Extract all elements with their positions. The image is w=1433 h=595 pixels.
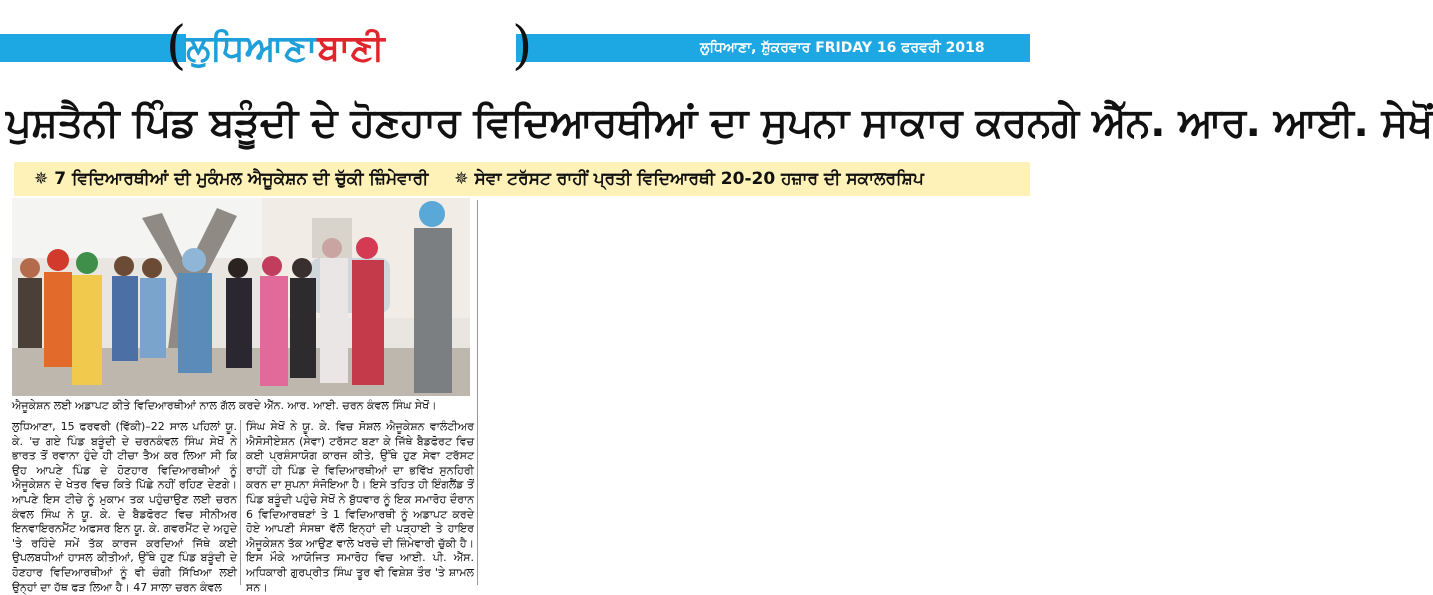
subhead-1: 7 ਵਿਦਿਆਰਥੀਆਂ ਦੀ ਮੁਕੰਮਲ ਐਜੂਕੇਸ਼ਨ ਦੀ ਚੁੱਕੀ ਜ਼ਿੰਮੇਵਾਰੀ <box>54 169 429 189</box>
photo-caption: ਐਜੂਕੇਸ਼ਨ ਲਈ ਅਡਾਪਟ ਕੀਤੇ ਵਿਦਿਆਰਥੀਆਂ ਨਾਲ ਗੱਲ ਕਰਦੇ ਐੱਨ. ਆਰ. ਆਈ. ਚਰਨ ਕੰਵਲ ਸਿੰਘ ਸੇਖੋਂ। <box>12 399 437 412</box>
newspaper-logo <box>186 26 516 72</box>
headline: ਪੁਸ਼ਤੈਨੀ ਪਿੰਡ ਬੜੂੰਦੀ ਦੇ ਹੋਣਹਾਰ ਵਿਦਿਆਰਥੀਆਂ ਦਾ ਸੁਪਨਾ ਸਾਕਾਰ ਕਰਨਗੇ ਐੱਨ. ਆਰ. ਆਈ. ਸੇਖੋਂ <box>6 100 1433 146</box>
dateline: ਲੁਧਿਆਣਾ, ਸ਼ੁੱਕਰਵਾਰ FRIDAY 16 ਫਰਵਰੀ 2018 <box>700 40 985 56</box>
article-body-column-1: ਲੁਧਿਆਣਾ, 15 ਫਰਵਰੀ (ਵਿੱਕੀ)–22 ਸਾਲ ਪਹਿਲਾਂ ਯੂ. ਕੇ. 'ਚ ਗਏ ਪਿੰਡ ਬੜੂੰਦੀ ਦੇ ਚਰਨਕੰਵਲ ਸਿੰਘ ਸੇਖੋਂ ਨੇ ਭਾਰਤ ਤੋਂ ਰਵਾਨਾ ਹੁੰਦੇ ਹੀ ਟੀਚਾ ਤੈਅ ਕਰ ਲਿਆ ਸੀ ਕਿ ਉਹ ਆਪਣੇ ਪਿੰਡ ਦੇ ਹੋਣਹਾਰ ਵਿਦਿਆਰਥੀਆਂ ਨੂੰ ਐਜੂਕੇਸ਼ਨ ਦੇ ਖੇਤਰ ਵਿਚ ਕਿਤੇ ਪਿੱਛੇ ਨਹੀਂ ਰਹਿਣ ਦੇਣਗੇ। ਆਪਣੇ ਇਸ ਟੀਚੇ ਨੂੰ ਮੁਕਾਮ ਤਕ ਪਹੁੰਚਾਉਣ ਲਈ ਚਰਨ ਕੰਵਲ ਸਿੰਘ ਨੇ ਯੂ. ਕੇ. ਦੇ ਬੈਡਫੋਰਟ ਵਿਚ ਸੀਨੀਅਰ ਇਨਵਾਇਰਨਮੈਂਟ ਅਫਸਰ ਇਨ ਯੂ. ਕੇ. ਗਵਰਮੈਂਟ ਦੇ ਅਹੁਦੇ 'ਤੇ ਰਹਿੰਦੇ ਸਮੇਂ ਤੱਕ ਕਾਰਜ ਕਰਦਿਆਂ ਜਿੱਥੇ ਕਈ ਉਪਲਬਧੀਆਂ ਹਾਸਲ ਕੀਤੀਆਂ, ਉੱਥੇ ਹੁਣ ਪਿੰਡ ਬੜੂੰਦੀ ਦੇ ਹੋਣਹਾਰ ਵਿਦਿਆਰਥੀਆਂ ਨੂੰ ਵੀ ਚੰਗੀ ਸਿੱਖਿਆ ਲਈ ਉਨ੍ਹਾਂ ਦਾ ਹੱਥ ਫੜ ਲਿਆ ਹੈ। 47 ਸਾਲਾ ਚਰਨ ਕੰਵਲ <box>12 420 237 594</box>
logo-right-bracket: ) <box>512 16 533 76</box>
star-bullet-icon: ✵ <box>454 169 469 189</box>
article-body-column-2: ਸਿੰਘ ਸੇਖੋਂ ਨੇ ਯੂ. ਕੇ. ਵਿਚ ਸੋਸ਼ਲ ਐਜੂਕੇਸ਼ਨ ਵਾਲੰਟੀਅਰ ਐਸੋਸੀਏਸ਼ਨ (ਸੇਵਾ) ਟਰੱਸਟ ਬਣਾ ਕੇ ਜਿੱਥੇ ਬੈਡਫੋਰਟ ਵਿਚ ਕਈ ਪ੍ਰਸ਼ੰਸਾਯੋਗ ਕਾਰਜ ਕੀਤੇ, ਉੱਥੇ ਹੁਣ ਸੇਵਾ ਟਰੱਸਟ ਰਾਹੀਂ ਹੀ ਪਿੰਡ ਦੇ ਵਿਦਿਆਰਥੀਆਂ ਦਾ ਭਵਿੱਖ ਸੁਨਹਿਰੀ ਕਰਨ ਦਾ ਸੁਪਨਾ ਸੰਜੋਇਆ ਹੈ। ਇਸੇ ਤਹਿਤ ਹੀ ਇੰਗਲੈਂਡ ਤੋਂ ਪਿੰਡ ਬੜੂੰਦੀ ਪਹੁੰਚੇ ਸੇਖੋਂ ਨੇ ਬੁੱਧਵਾਰ ਨੂੰ ਇਕ ਸਮਾਰੋਹ ਦੌਰਾਨ 6 ਵਿਦਿਆਰਥਣਾਂ ਤੇ 1 ਵਿਦਿਆਰਥੀ ਨੂੰ ਅਡਾਪਟ ਕਰਦੇ ਹੋਏ ਆਪਣੀ ਸੰਸਥਾ ਵੱਲੋਂ ਇਨ੍ਹਾਂ ਦੀ ਪੜ੍ਹਾਈ ਤੇ ਹਾਇਰ ਐਜੂਕੇਸ਼ਨ ਤੱਕ ਆਉਣ ਵਾਲੇ ਖਰਚੇ ਦੀ ਜ਼ਿੰਮੇਵਾਰੀ ਚੁੱਕੀ ਹੈ। ਇਸ ਮੌਕੇ ਆਯੋਜਿਤ ਸਮਾਰੋਹ ਵਿਚ ਆਈ. ਪੀ. ਐੱਸ. ਅਧਿਕਾਰੀ ਗੁਰਪ੍ਰੀਤ ਸਿੰਘ ਤੂਰ ਵੀ ਵਿਸ਼ੇਸ਼ ਤੌਰ 'ਤੇ ਸ਼ਾਮਲ ਸਨ। <box>246 420 474 594</box>
column-rule <box>477 200 478 585</box>
logo-part-1: ਲੁਧਿਆਣਾ <box>186 28 318 69</box>
subhead-2: ਸੇਵਾ ਟਰੱਸਟ ਰਾਹੀਂ ਪ੍ਰਤੀ ਵਿਦਿਆਰਥੀ 20-20 ਹਜ਼ਾਰ ਦੀ ਸਕਾਲਰਸ਼ਿਪ <box>474 169 924 189</box>
subhead-bar <box>14 162 1030 196</box>
masthead <box>0 0 1052 88</box>
article-photo <box>12 198 470 396</box>
logo-left-bracket: ( <box>166 16 187 76</box>
star-bullet-icon: ✵ <box>34 169 49 189</box>
logo-part-2: ਬਾਣੀ <box>317 28 385 69</box>
column-rule <box>240 420 241 585</box>
